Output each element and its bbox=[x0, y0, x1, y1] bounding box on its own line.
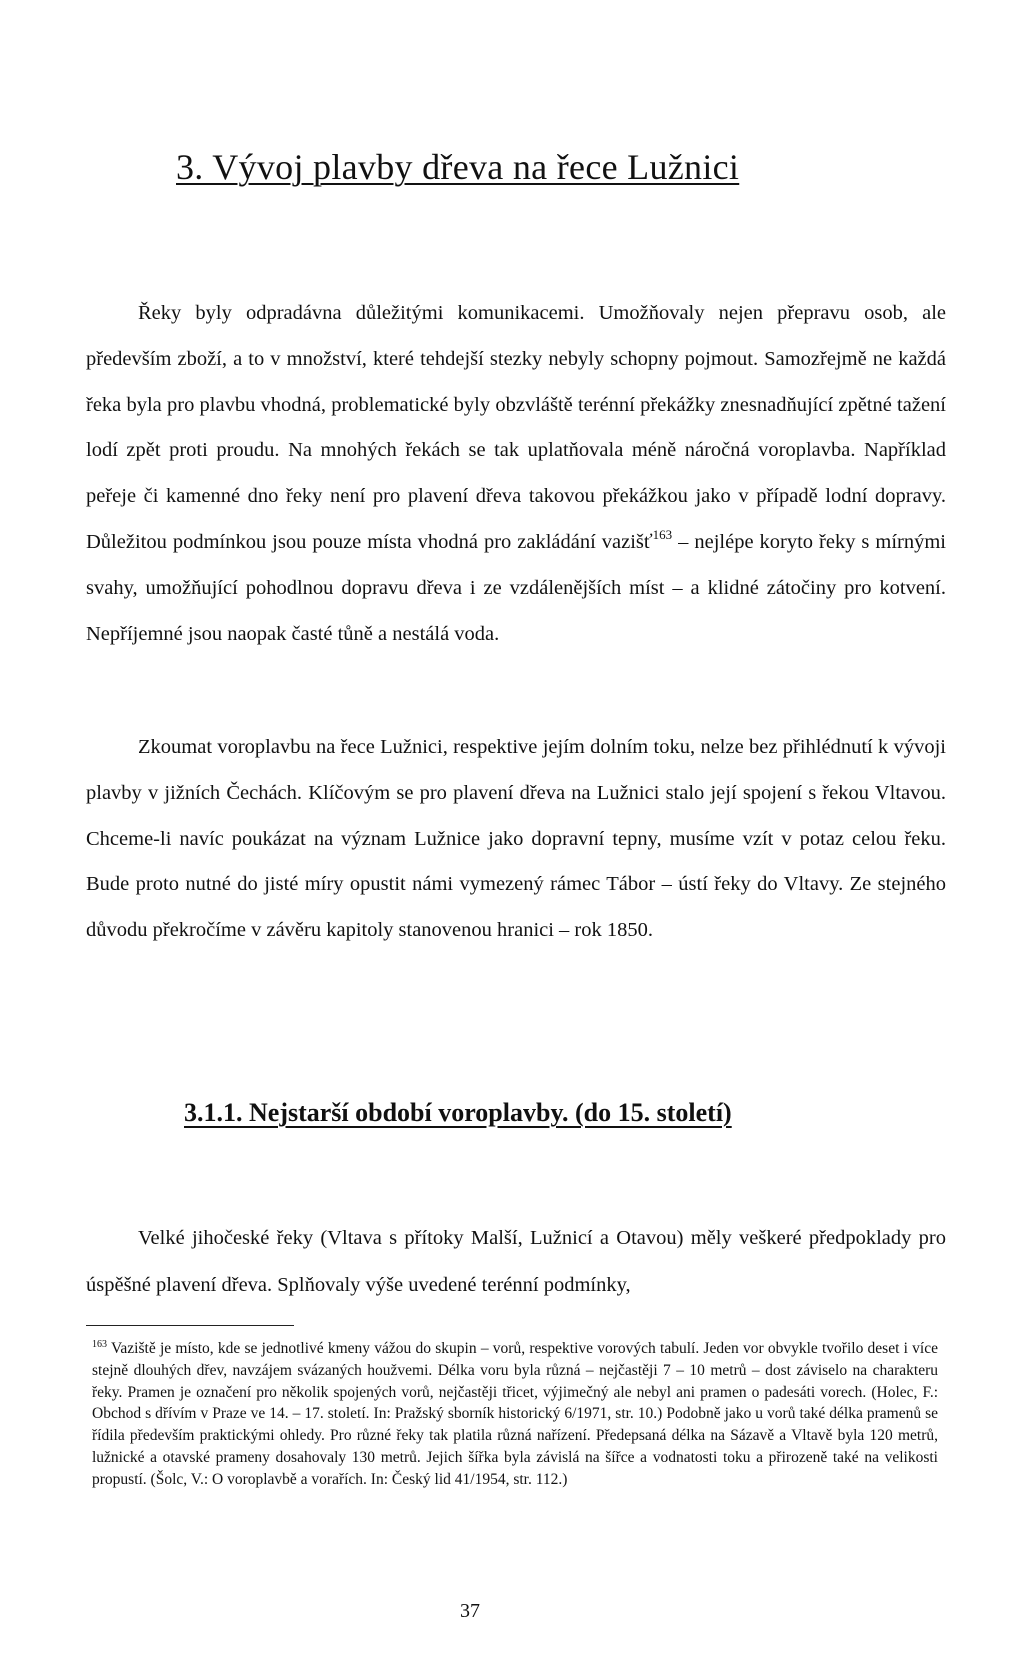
paragraph-1 bbox=[86, 291, 946, 657]
paragraph-3: Velké jihočeské řeky (Vltava s přítoky Malší, Lužnicí a Otavou) měly veškeré předpoklady pro úspěšné plavení dřeva. Splňovaly výše uvedené terénní podmínky, bbox=[86, 1227, 946, 1296]
footnote-divider bbox=[86, 1325, 294, 1326]
footnote-reference[interactable]: 163 bbox=[652, 526, 673, 542]
paragraph-1-text: Řeky byly odpradávna důležitými komunikacemi. Umožňovaly nejen přepravu osob, ale především zboží, a to v množství, které tehdejší stezky nebyly schopny pojmout. Samozřejmě ne každá řeka byla pro plavbu vhodná, problematické byly obzvláště terénní překážky znesnadňující zpětné tažení lodí zpět proti proudu. Na mnohých řekách se tak uplatňovala méně náročná voroplavba. Například peřeje či kamenné dno řeky není pro plavení dřeva takovou překážkou jako v případě lodní dopravy. Důležitou podmínkou jsou pouze místa vhodná pro zakládání vazišť bbox=[86, 302, 946, 553]
page-number: 37 bbox=[460, 1600, 480, 1622]
footnote-text: Vaziště je místo, kde se jednotlivé kmeny vážou do skupin – vorů, respektive vorových tabulí. Jeden vor obvykle tvořilo deset i více stejně dlouhých dřev, navzájem svázaných houžvemi. Délka voru byla různá – nejčastěji 7 – 10 metrů – dost záviselo na charakteru řeky. Pramen je označení pro několik spojených vorů, nejčastěji třicet, výjimečný ale nebyl ani pramen o padesáti vorech. (Holec, F.: Obchod s dřívím v Praze ve 14. – 17. století. In: Pražský sborník historický 6/1971, str. 10.) Podobně jako u vorů také délka pramenů se řídila především praktickými ohledy. Pro různé řeky tak platila různá nařízení. Předepsaná délka na Sázavě a Vltavě byla 120 metrů, lužnické a otavské prameny dosahovaly 130 metrů. Jejich šířka byla závislá na šířce a vodnatosti toku a přirozeně také na velikosti propustí. (Šolc, V.: O voroplavbě a vorařích. In: Český lid 41/1954, str. 112.) bbox=[92, 1340, 938, 1488]
chapter-title: 3. Vývoj plavby dřeva na řece Lužnici bbox=[176, 147, 740, 187]
footnote bbox=[92, 1338, 938, 1491]
footnote-number: 163 bbox=[92, 1339, 107, 1350]
section-title: 3.1.1. Nejstarší období voroplavby. (do 15. století) bbox=[184, 1098, 732, 1127]
paragraph-2: Zkoumat voroplavbu na řece Lužnici, respektive jejím dolním toku, nelze bez přihlédnutí k vývoji plavby v jižních Čechách. Klíčovým se pro plavení dřeva na Lužnici stalo její spojení s řekou Vltavou. Chceme-li navíc poukázat na význam Lužnice jako dopravní tepny, musíme vzít v potaz celou řeku. Bude proto nutné do jisté míry opustit námi vymezený rámec Tábor – ústí řeky do Vltavy. Ze stejného důvodu překročíme v závěru kapitoly stanovenou hranici – rok 1850. bbox=[86, 736, 946, 942]
paragraph-1-text-continued: – nejlépe koryto řeky s mírnými svahy, umožňující pohodlnou dopravu dřeva i ze vzdálenějších míst – a klidné zátočiny pro kotvení. Nepříjemné jsou naopak časté tůně a nestálá voda. bbox=[86, 530, 946, 645]
